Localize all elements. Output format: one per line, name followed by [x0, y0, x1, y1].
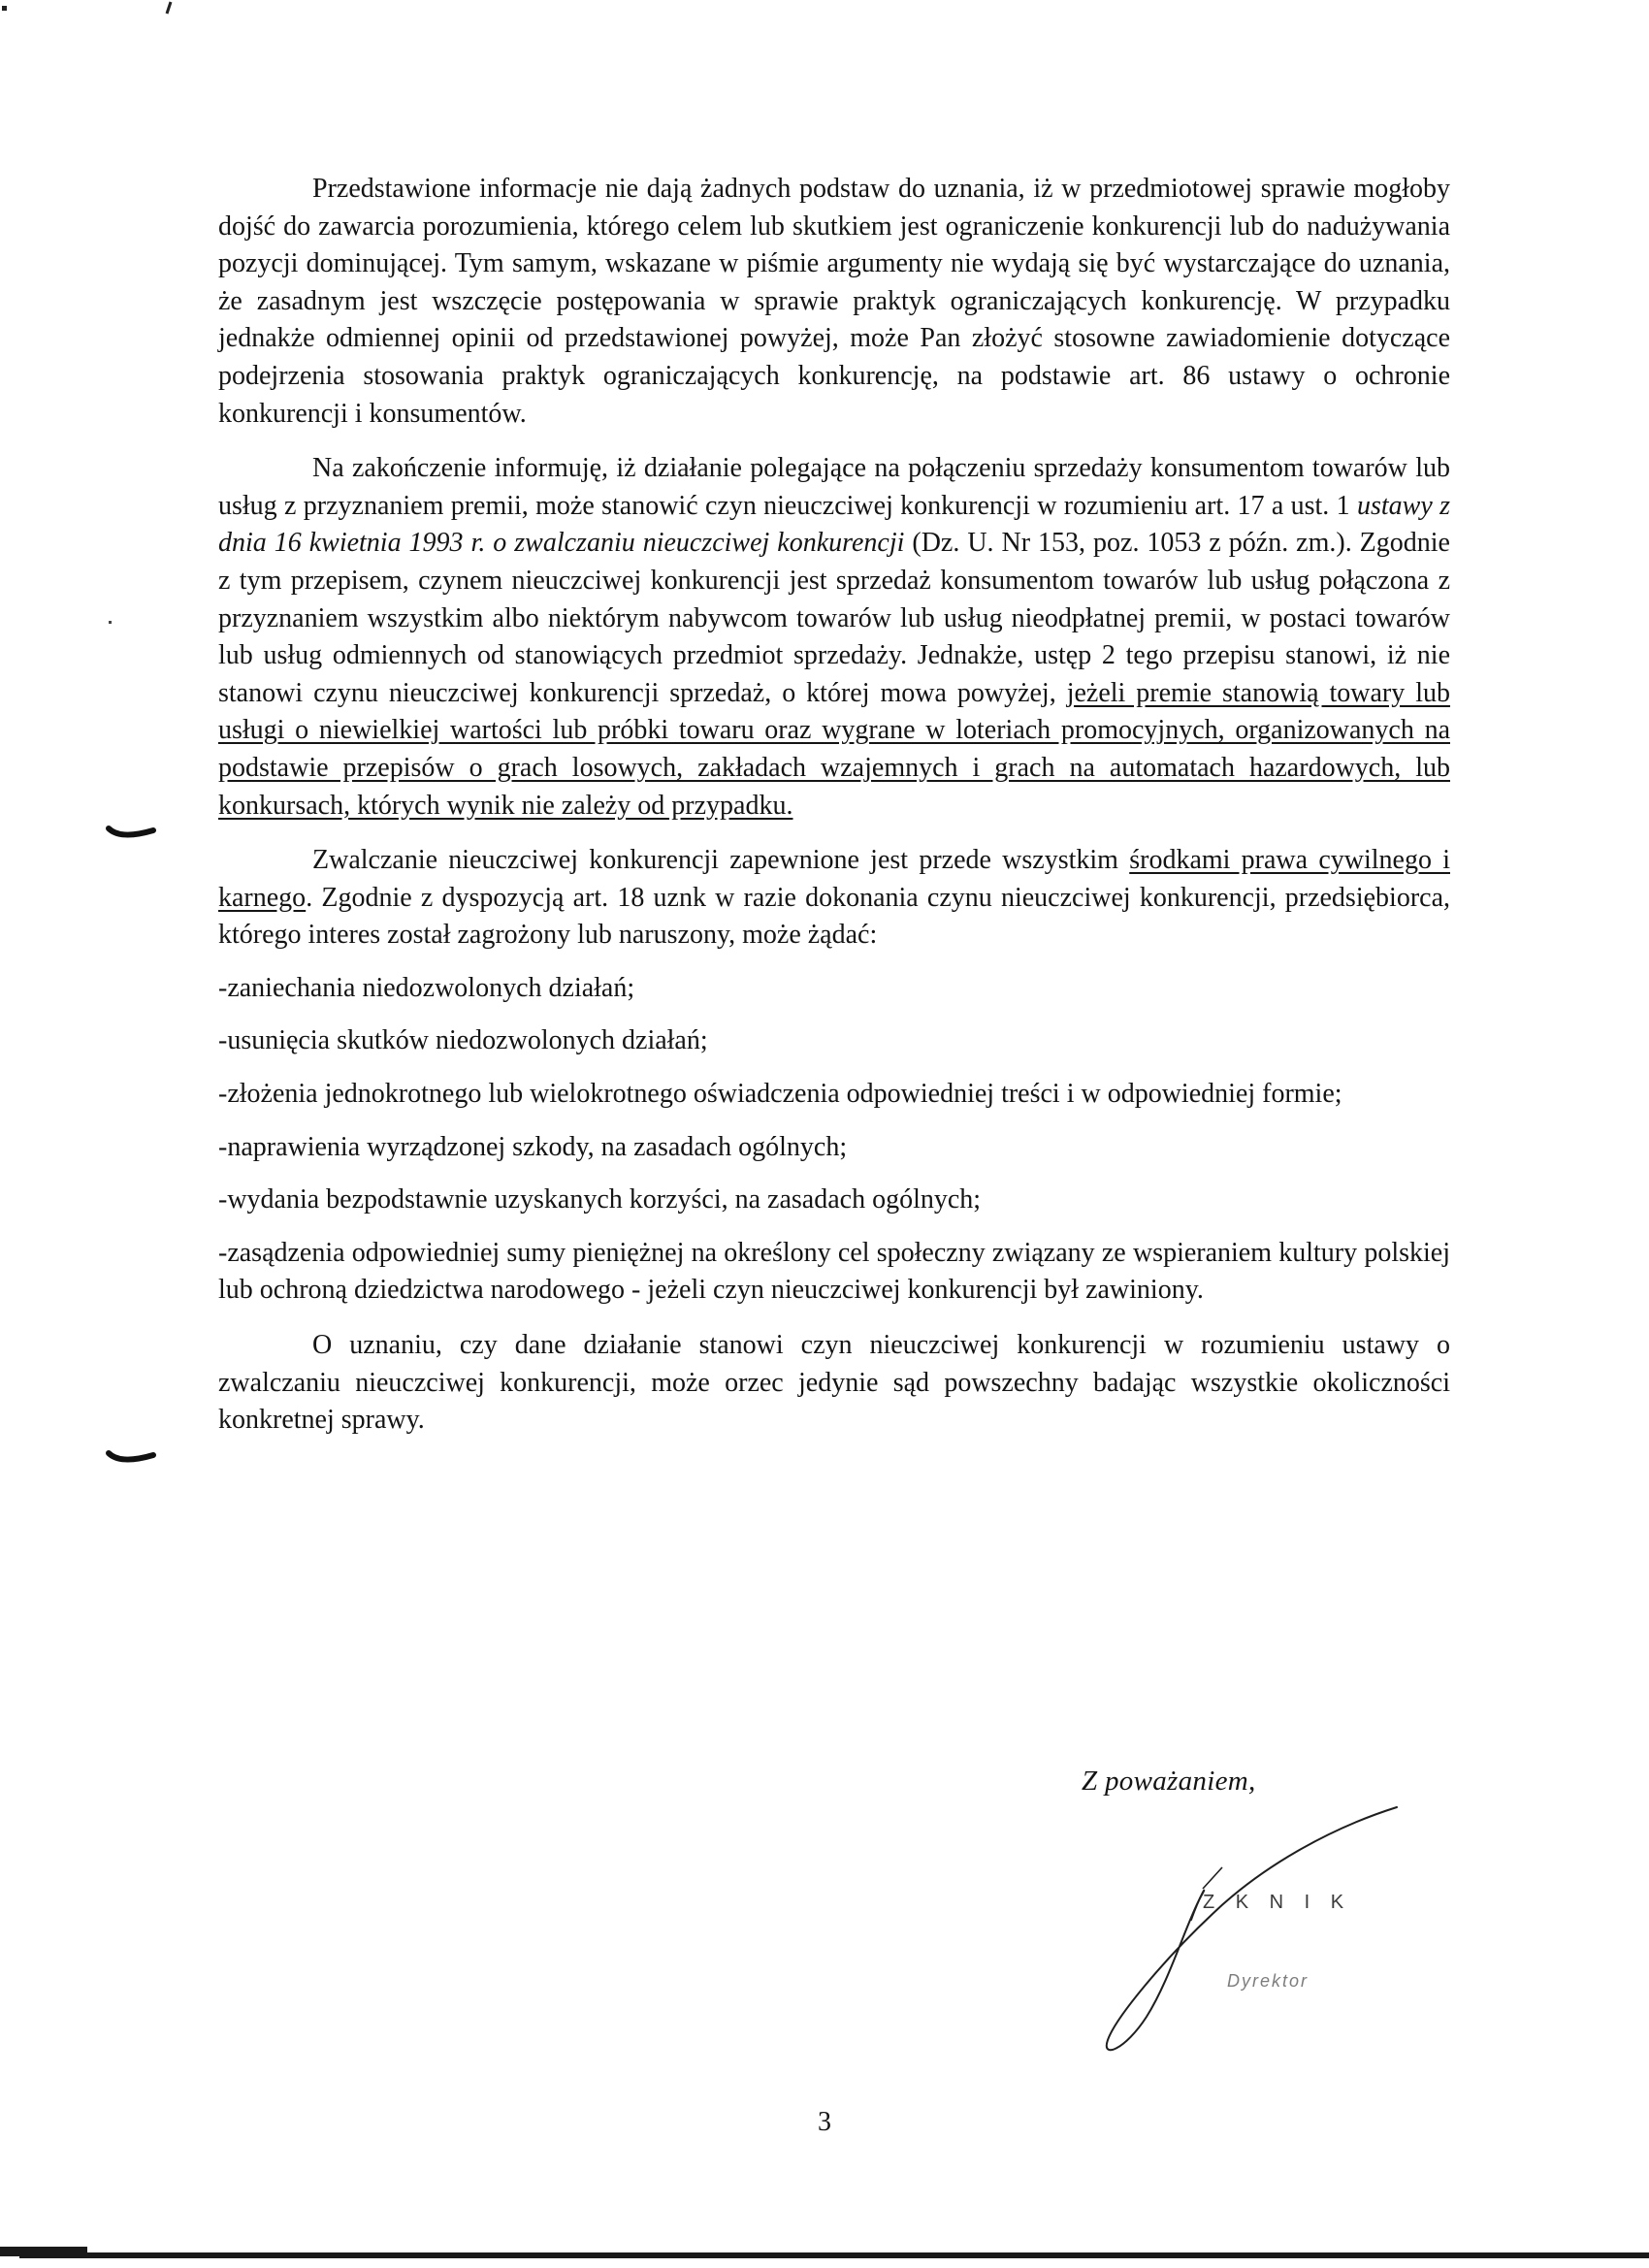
paragraph-remedies-text-1: Zwalczanie nieuczciwej konkurencji zapewnione jest przede wszystkim: [312, 845, 1130, 876]
statute-reference: ustawy z dnia 16 kwietnia 1993 r. o zwalczaniu nieuczciwej konkurencji: [218, 490, 1450, 559]
paragraph-remedies-intro: [218, 842, 1450, 955]
scan-artifact-mark: [0, 0, 194, 58]
role-stamp: Dyrektor: [1227, 1971, 1310, 1991]
remedy-list-item: -usunięcia skutków niedozwolonych działań;: [218, 1025, 708, 1056]
remedy-list-item: -wydania bezpodstawnie uzyskanych korzyści, na zasadach ogólnych;: [218, 1184, 982, 1215]
scan-bottom-edge: [19, 2252, 1649, 2258]
paragraph-competition-assessment: Przedstawione informacje nie dają żadnych podstaw do uznania, iż w przedmiotowej sprawie mogłoby dojść do zawarcia porozumienia, którego celem lub skutkiem jest ograniczenie konkurencji lub do nadużywania pozycji dominującej. Tym samym, wskazane w piśmie argumenty nie wydają się być wystarczające do uznania, że zasadnym jest wszczęcie postępowania w sprawie praktyk ograniczających konkurencję. W przypadku jednakże odmiennej opinii od przedstawionej powyżej, może Pan złożyć stosowne zawiadomienie dotyczące podejrzenia stosowania praktyk ograniczających konkurencję, na podstawie art. 86 ustawy o ochronie konkurencji i konsumentów.: [218, 174, 1450, 429]
letter-body: [218, 171, 1450, 1440]
paragraph-premium-sales: [218, 450, 1450, 825]
remedy-list-item: -złożenia jednokrotnego lub wielokrotnego oświadczenia odpowiedniej treści i w odpowiedniej formie;: [218, 1079, 1342, 1110]
closing-salutation: Z poważaniem,: [1082, 1766, 1256, 1797]
name-stamp: Z K N I K: [1203, 1892, 1352, 1913]
margin-tick-mark: [105, 1447, 163, 1476]
remedy-list-item: -naprawienia wyrządzonej szkody, na zasadach ogólnych;: [218, 1131, 848, 1162]
underlined-exception-clause: jeżeli premie stanowią towary lub usługi o niewielkiej wartości lub próbki towaru oraz wygrane w loteriach promocyjnych, organizowanych na podstawie przepisów o grach losowych, zakładach wzajemnych i grach na automatach hazardowych, lub konkursach, których wynik nie zależy od przypadku.: [218, 677, 1451, 821]
remedy-list-item: -zaniechania niedozwolonych działań;: [218, 972, 635, 1003]
remedy-list-item: -zasądzenia odpowiedniej sumy pieniężnej na określony cel społeczny związany ze wspieraniem kultury polskiej lub ochroną dziedzictwa narodowego - jeżeli czyn nieuczciwej konkurencji był zawiniony.: [218, 1237, 1450, 1306]
paragraph-remedies-text-2: . Zgodnie z dyspozycją art. 18 uznk w razie dokonania czynu nieuczciwej konkurencji, przedsiębiorca, którego interes został zagrożony lub naruszony, może żądać:: [218, 882, 1450, 951]
paragraph-premium-sales-text-2: (Dz. U. Nr 153, poz. 1053 z późn. zm.). Zgodnie z tym przepisem, czynem nieuczciwej konkurencji jest sprzedaż konsumentom towarów lub usług połączona z przyznaniem wszystkim albo niektórym nabywcom towarów lub usług nieodpłatnej premii, w postaci towarów lub usług odmiennych od stanowiących przedmiot sprzedaży. Jednakże, ustęp 2 tego przepisu stanowi, iż nie stanowi czynu nieuczciwej konkurencji sprzedaż, o której mowa powyżej,: [218, 528, 1450, 708]
paragraph-court-jurisdiction: O uznaniu, czy dane działanie stanowi czyn nieuczciwej konkurencji w rozumieniu ustawy o zwalczaniu nieuczciwej konkurencji, może orzec jedynie sąd powszechny badając wszystkie okoliczności konkretnej sprawy.: [218, 1330, 1450, 1436]
scan-dot: [109, 621, 114, 627]
underlined-legal-means: środkami prawa cywilnego i karnego: [218, 845, 1450, 913]
page-number: 3: [818, 2107, 831, 2137]
margin-tick-mark: [105, 823, 163, 852]
handwritten-signature: [1086, 1799, 1416, 2061]
paragraph-premium-sales-text-1: Na zakończenie informuję, iż działanie polegające na połączeniu sprzedaży konsumentom towarów lub usług z przyznaniem premii, może stanowić czyn nieuczciwej konkurencji w rozumieniu art. 17 a ust. 1: [218, 453, 1450, 521]
